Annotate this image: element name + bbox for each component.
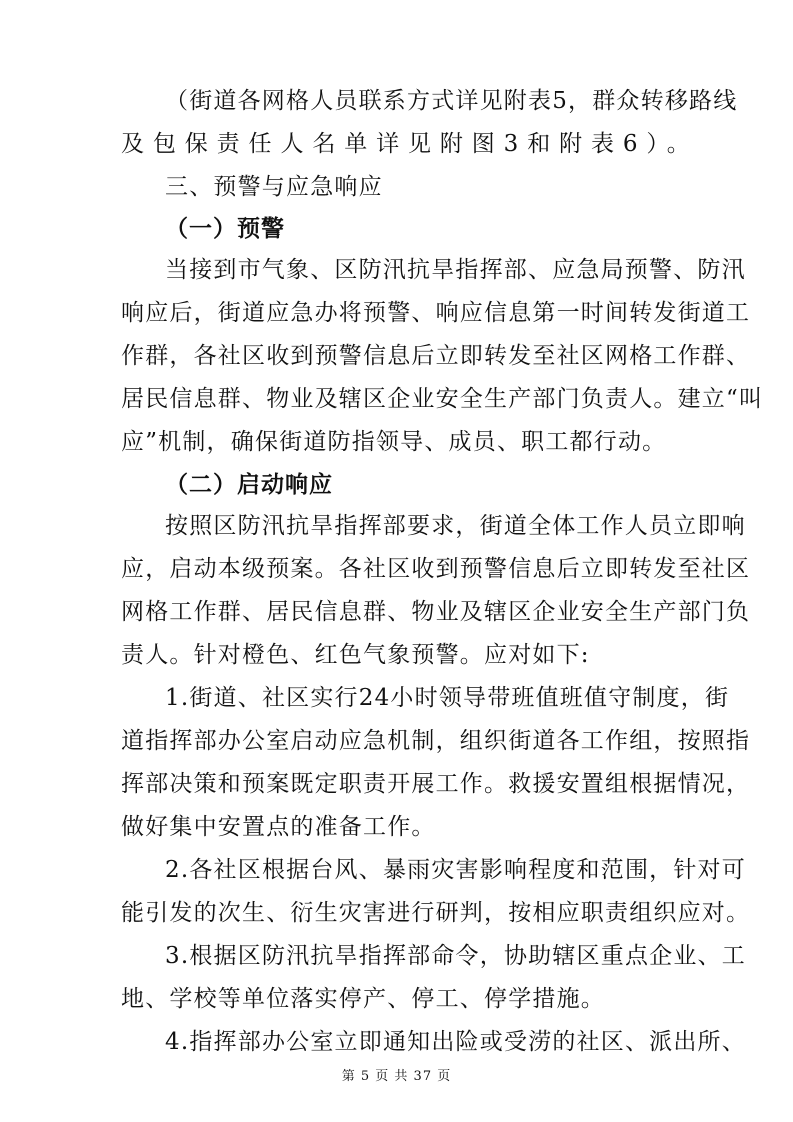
section-heading-3: 三、预警与应急响应: [165, 174, 383, 200]
body-line-6: 响应后，街道应急办将预警、响应信息第一时间转发街道工: [121, 300, 751, 326]
subsection-heading-response: （二）启动响应: [165, 472, 333, 498]
body-line-8: 居民信息群、物业及辖区企业安全生产部门负责人。建立“叫: [121, 386, 764, 412]
list-item-2-line-2: 能引发的次生、衍生灾害进行研判，按相应职责组织应对。: [121, 900, 751, 926]
list-item-1-line-4: 做好集中安置点的准备工作。: [121, 814, 436, 840]
body-line-7: 作群，各社区收到预警信息后立即转发至社区网格工作群、: [121, 343, 751, 369]
list-item-3-line-2: 地、学校等单位落实停产、停工、停学措施。: [121, 986, 605, 1012]
body-line-1: （街道各网格人员联系方式详见附表5，群众转移路线: [165, 88, 738, 114]
list-item-4-line-1: 4.指挥部办公室立即通知出险或受涝的社区、派出所、: [165, 1029, 746, 1055]
body-line-2: 及包保责任人名单详见附图3和附表6）。: [121, 131, 691, 157]
body-line-9: 应”机制，确保街道防指领导、成员、职工都行动。: [121, 429, 667, 455]
list-item-1-line-2: 道指挥部办公室启动应急机制，组织街道各工作组，按照指: [121, 728, 751, 754]
subsection-heading-warning: （一）预警: [165, 216, 285, 242]
list-item-1-line-1: 1.街道、社区实行24小时领导带班值班值守制度，街: [165, 685, 730, 711]
list-item-3-line-1: 3.根据区防汛抗旱指挥部命令，协助辖区重点企业、工: [165, 943, 746, 969]
body-line-12: 应，启动本级预案。各社区收到预警信息后立即转发至社区: [121, 556, 751, 582]
page-footer: 第 5 页 共 37 页: [341, 1069, 452, 1084]
body-line-11: 按照区防汛抗旱指挥部要求，街道全体工作人员立即响: [165, 513, 746, 539]
list-item-1-line-3: 挥部决策和预案既定职责开展工作。救援安置组根据情况，: [121, 771, 751, 797]
list-item-2-line-1: 2.各社区根据台风、暴雨灾害影响程度和范围，针对可: [165, 857, 746, 883]
body-line-14: 责人。针对橙色、红色气象预警。应对如下:: [121, 642, 590, 668]
body-line-13: 网格工作群、居民信息群、物业及辖区企业安全生产部门负: [121, 599, 751, 625]
body-line-5: 当接到市气象、区防汛抗旱指挥部、应急局预警、防汛: [165, 257, 746, 283]
